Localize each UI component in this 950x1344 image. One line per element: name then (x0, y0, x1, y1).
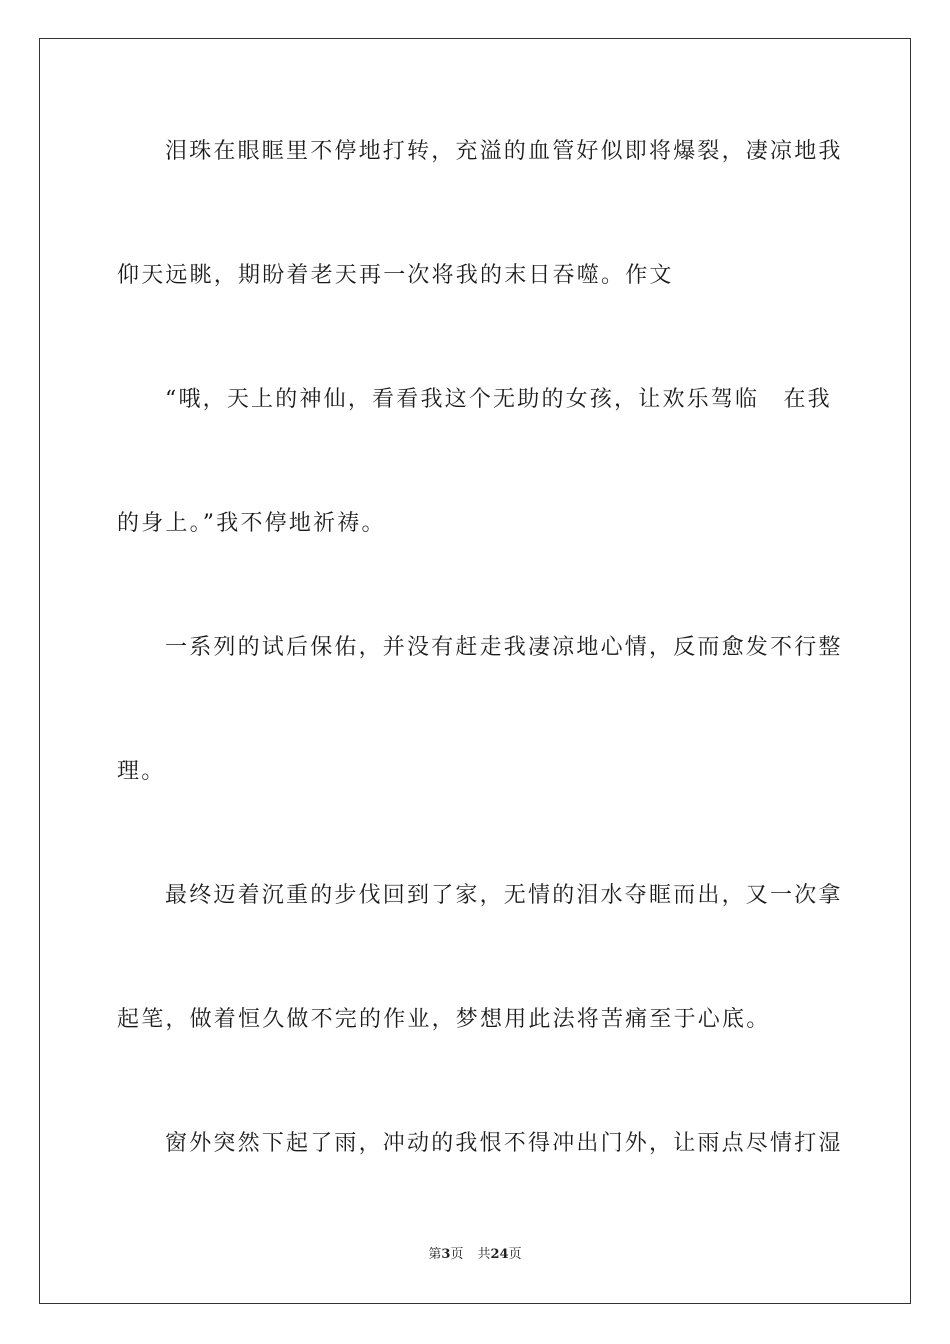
total-prefix: 共 (477, 1247, 491, 1262)
page-border (39, 38, 911, 1304)
paragraph-2-line-2: 的身上。”我不停地祈祷。 (117, 511, 386, 536)
paragraph-3-line-2: 理。 (117, 759, 166, 784)
paragraph-1-line-2: 仰天远眺，期盼着老天再一次将我的末日吞噬。作文 (117, 263, 674, 288)
page-suffix: 页 (450, 1247, 464, 1262)
page-footer (0, 1246, 950, 1264)
total-suffix: 页 (508, 1247, 522, 1262)
paragraph-4-line-1: 最终迈着沉重的步伐回到了家，无情的泪水夺眶而出，又一次拿 (165, 883, 843, 908)
total-page-count: 24 (490, 1247, 509, 1262)
paragraph-3-line-1: 一系列的试后保佑，并没有赶走我凄凉地心情，反而愈发不行整 (165, 635, 843, 660)
page-prefix: 第 (428, 1247, 442, 1262)
current-page-number: 3 (441, 1247, 451, 1262)
paragraph-5-line-1: 窗外突然下起了雨，冲动的我恨不得冲出门外，让雨点尽情打湿 (165, 1131, 843, 1156)
paragraph-2-line-1: “哦，天上的神仙，看看我这个无助的女孩，让欢乐驾临 在我 (165, 387, 832, 412)
paragraph-4-line-2: 起笔，做着恒久做不完的作业，梦想用此法将苦痛至于心底。 (117, 1007, 771, 1032)
paragraph-1-line-1: 泪珠在眼眶里不停地打转，充溢的血管好似即将爆裂，凄凉地我 (165, 139, 843, 164)
